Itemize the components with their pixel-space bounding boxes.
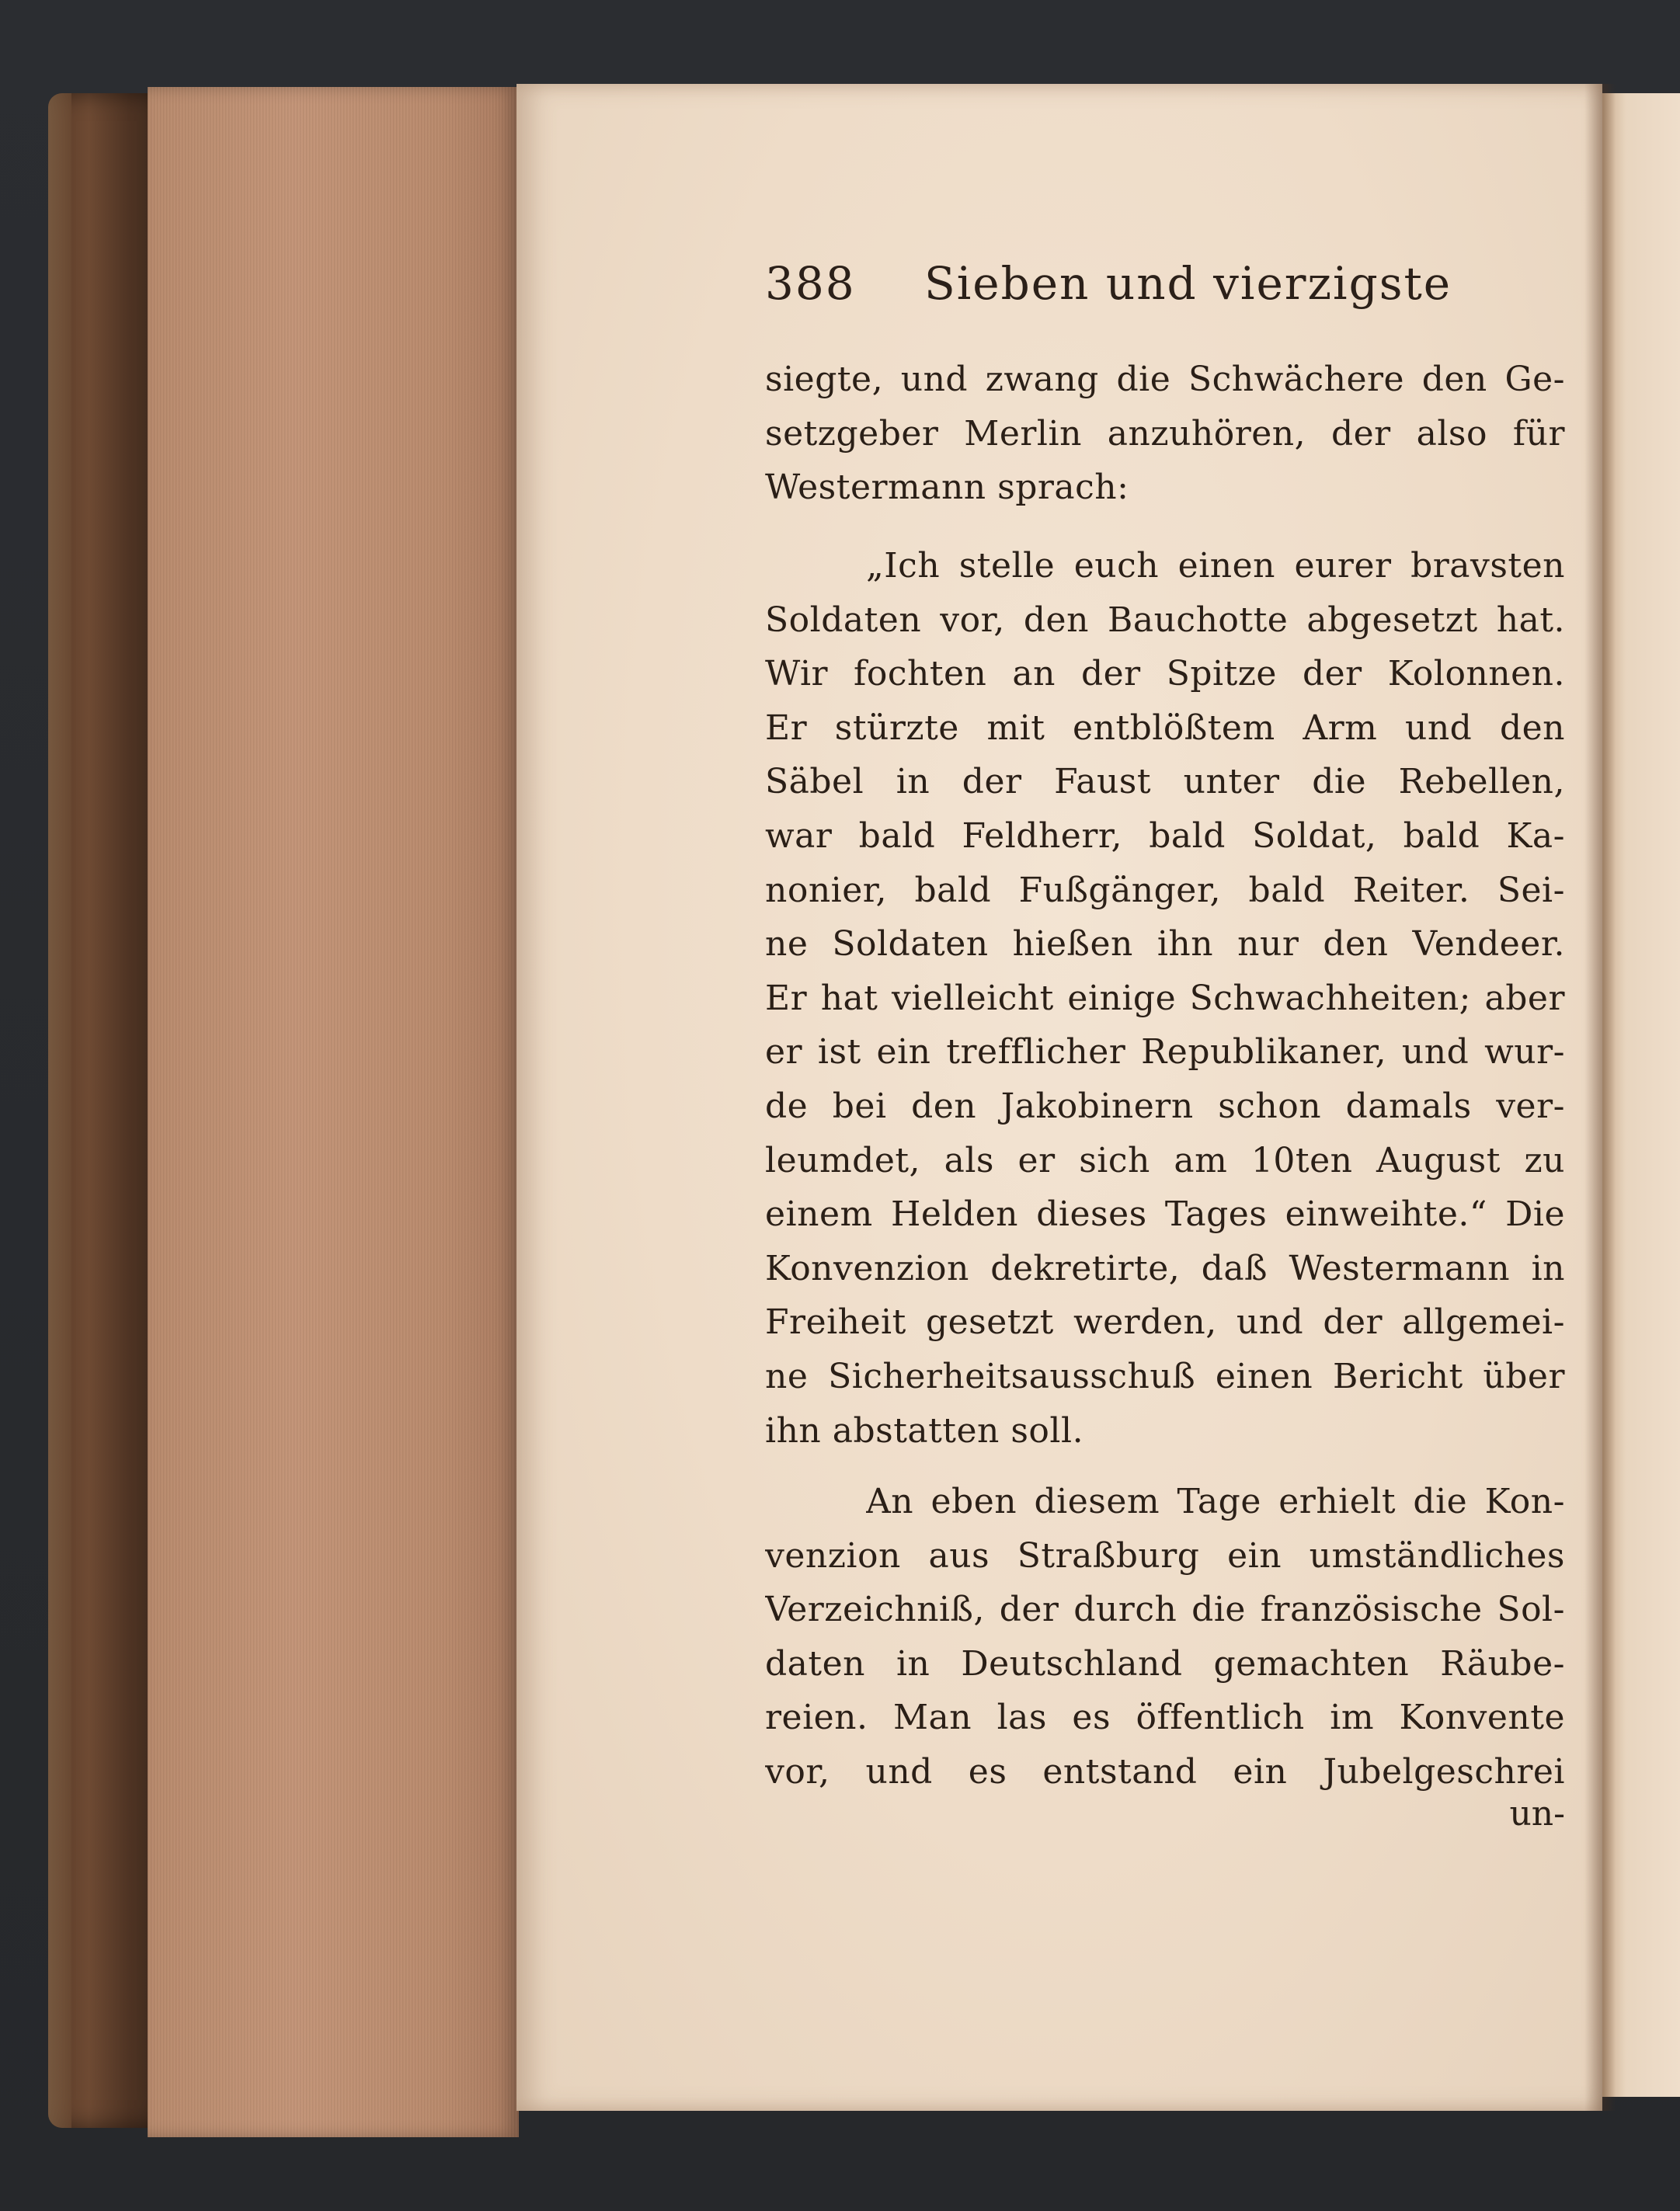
text-line: war bald Feldherr, bald Soldat, bald Ka- [765,816,1565,856]
text-line: siegte, und zwang die Schwächere den Ge- [765,360,1565,399]
gutter-shadow [1584,84,1616,2111]
text-line: An eben diesem Tage erhielt die Kon- [866,1482,1565,1521]
text-line: leumdet, als er sich am 10ten August zu [765,1141,1565,1180]
text-line: Wir fochten an der Spitze der Kolonnen. [765,654,1565,694]
page-number: 388 [765,257,856,310]
text-line: ne Sicherheitsausschuß einen Bericht über [765,1357,1565,1396]
text-line: Konvenzion dekretirte, daß Westermann in [765,1249,1565,1288]
text-line: Westermann sprach: [765,468,1129,507]
text-line: vor, und es entstand ein Jubelgeschrei [765,1752,1565,1792]
text-line: Er stürzte mit entblößtem Arm und den [765,708,1565,748]
book-cover-edge [48,93,71,2128]
page-block-edge [148,87,519,2137]
running-head [765,249,1565,318]
text-line: einem Helden dieses Tages einweihte.“ Die [765,1194,1565,1234]
text-line: „Ich stelle euch einen eurer bravsten [866,546,1565,586]
text-line: Er hat vielleicht einige Schwachheiten; aber [765,979,1565,1018]
text-line: setzgeber Merlin anzuhören, der also für [765,414,1565,454]
text-line: reien. Man las es öffentlich im Konvente [765,1698,1565,1737]
text-line: er ist ein trefflicher Republikaner, und wur- [765,1032,1565,1072]
text-line: Verzeichniß, der durch die französische Sol- [765,1590,1565,1629]
text-line: nonier, bald Fußgänger, bald Reiter. Sei- [765,871,1565,910]
running-head-title: Sieben und vierzigste [924,257,1452,310]
text-line: Säbel in der Faust unter die Rebellen, [765,762,1565,801]
catchword: un- [1509,1794,1565,1834]
text-line: ihn abstatten soll. [765,1411,1084,1451]
text-line: daten in Deutschland gemachten Räube- [765,1644,1565,1684]
text-line: Soldaten vor, den Bauchotte abgesetzt hat. [765,600,1565,640]
text-line: ne Soldaten hießen ihn nur den Vendeer. [765,924,1565,964]
text-line: venzion aus Straßburg ein umständliches [765,1536,1565,1576]
text-line: de bei den Jakobinern schon damals ver- [765,1086,1565,1126]
text-line: Freiheit gesetzt werden, und der allgemei- [765,1302,1565,1342]
